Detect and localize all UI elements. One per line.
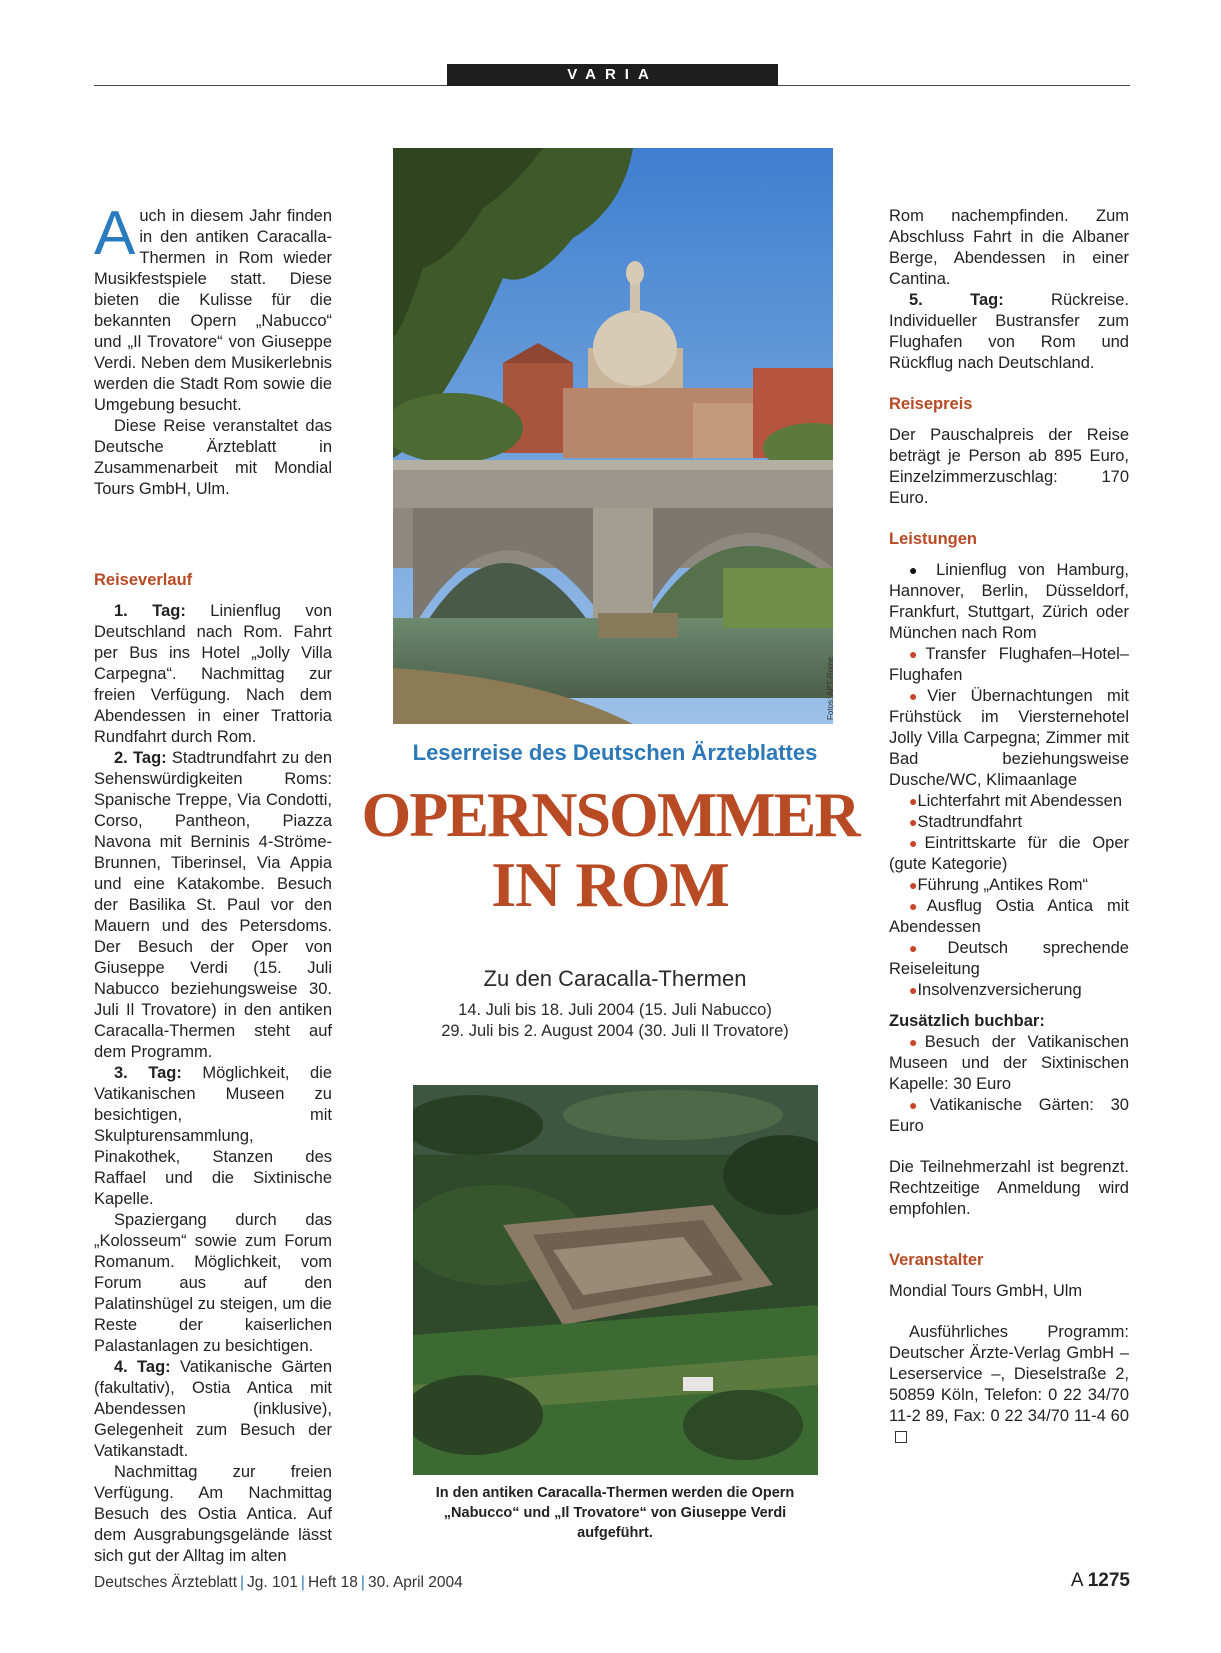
- day-5: [889, 290, 1129, 374]
- dates: [380, 1000, 850, 1042]
- day-1: [94, 601, 332, 748]
- bullet-icon: ●: [909, 835, 925, 851]
- issue-date: 30. April 2004: [367, 1574, 463, 1591]
- bullet-icon: ●: [909, 877, 918, 893]
- bullet-icon: ●: [909, 940, 948, 956]
- intro-paragraph-2: Diese Reise veranstaltet das Deutsche Ärzteblatt in Zusammenarbeit mit Mondial Tours GmbH, Ulm.: [94, 417, 332, 498]
- photo-caption: In den antiken Caracalla-Thermen werden die Opern „Nabucco“ und „Il Trovatore“ von Giuseppe Verdi aufgeführt.: [435, 1485, 795, 1541]
- itinerary-column: [94, 570, 332, 1567]
- services-heading: Leistungen: [889, 530, 978, 548]
- photo-rome-bridge: [393, 148, 833, 724]
- footer: Deutsches Ärzteblatt | Jg. 101 | Heft 18 | 30. April 2004: [94, 1574, 463, 1591]
- price-heading: Reisepreis: [889, 395, 973, 413]
- bullet-icon: ●: [909, 898, 927, 914]
- date-line-2: 29. Juli bis 2. August 2004 (30. Juli Il Trovatore): [441, 1022, 789, 1040]
- section-label: VARIA: [447, 64, 778, 86]
- day-4-label: 4. Tag:: [114, 1358, 171, 1376]
- headline-line-2: IN ROM: [491, 849, 729, 920]
- day-4-text: Vatikanische Gärten (fakultativ), Ostia Antica mit Abendessen (inklusive), Gelegenheit zum Besuch der Vatikanstadt.: [94, 1358, 332, 1460]
- organizer-text: Mondial Tours GmbH, Ulm: [889, 1282, 1083, 1300]
- left-column: [94, 199, 332, 500]
- day-3-text: Möglichkeit, die Vatikanischen Museen zu besichtigen, mit Skulpturensammlung, Pinakothek, Stanzen des Raffael und die Sixtinische Kapelle.: [94, 1064, 333, 1208]
- intro-paragraph: uch in diesem Jahr finden in den antiken Caracalla-Thermen in Rom wieder Musikfestspiele statt. Diese bieten die Kulisse für die bekannten Opern „Nabucco“ und „Il Trovatore“ von Giuseppe Verdi. Neben dem Musikerlebnis werden die Stadt Rom sowie die Umgebung besucht.: [94, 207, 332, 414]
- day-1-text: Linienflug von Deutschland nach Rom. Fahrt per Bus ins Hotel „Jolly Villa Carpegna“. Nachmittag zur freien Verfügung. Nach dem Abendessen in einer Trattoria Rundfahrt durch Rom.: [94, 602, 332, 746]
- service-item: ●Vier Übernachtungen mit Frühstück im Viersternehotel Jolly Villa Carpegna; Zimmer mit Bad beziehungsweise Dusche/WC, Klimaanlage: [889, 687, 1129, 789]
- bullet-icon: ●: [909, 1034, 925, 1050]
- photo-caracalla-thermen: [413, 1085, 818, 1475]
- itinerary-heading: Reiseverlauf: [94, 571, 193, 589]
- service-item: ● Linienflug von Hamburg, Hannover, Berlin, Düsseldorf, Frankfurt, Stuttgart, Zürich oder München nach Rom: [889, 561, 1129, 642]
- date-line-1: 14. Juli bis 18. Juli 2004 (15. Juli Nabucco): [458, 1001, 772, 1019]
- day-3-paragraph-2: Spaziergang durch das „Kolosseum“ sowie zum Forum Romanum. Möglichkeit, vom Forum aus auf den Palatinshügel zu steigen, um die Reste der kaiserlichen Palastanlagen zu besichtigen.: [94, 1211, 332, 1355]
- kicker: Leserreise des Deutschen Ärzteblattes: [412, 740, 818, 765]
- organizer-heading: Veranstalter: [889, 1251, 984, 1269]
- end-mark-icon: [895, 1431, 907, 1443]
- service-item: ●Stadtrundfahrt: [909, 813, 1023, 831]
- day-2: [94, 748, 332, 1063]
- bullet-icon: ●: [909, 688, 928, 704]
- services-list: [889, 560, 1129, 1001]
- program-info: Ausführliches Programm: Deutscher Ärzte-Verlag GmbH – Leserservice –, Dieselstraße 2, 50859 Köln, Telefon: 0 22 34/70 11-2 89, Fax: 0 22 34/70 11-4 60: [889, 1322, 1129, 1448]
- drop-cap: A: [94, 199, 136, 268]
- subtitle: Zu den Caracalla-Thermen: [483, 966, 747, 991]
- day-2-text: Stadtrundfahrt zu den Sehenswürdigkeiten Roms: Spanische Treppe, Via Condotti, Corso, Pantheon, Piazza Navona mit Berninis 4-Ströme-Brunnen, Tiberinsel, Via Appia und eine Katakombe. Besuch der Basilika St. Paul vor den Mauern und des Petersdoms. Der Besuch der Oper von Giuseppe Verdi (15. Juli Nabucco beziehungsweise 30. Juli Il Trovatore) in den antiken Caracalla-Thermen steht auf dem Programm.: [94, 749, 332, 1061]
- day-5-label: 5. Tag:: [909, 291, 1004, 309]
- service-item: ●Transfer Flughafen–Hotel–Flughafen: [889, 645, 1129, 684]
- bullet-icon: ●: [909, 814, 918, 830]
- bullet-icon: ●: [909, 982, 918, 998]
- day-5-text: Rückreise. Individueller Bustransfer zum Flughafen von Rom und Rückflug nach Deutschland.: [889, 291, 1130, 372]
- day-2-label: 2. Tag:: [114, 749, 167, 767]
- issue: Heft 18: [307, 1574, 358, 1591]
- right-column: [889, 206, 1129, 1448]
- day-3: [94, 1063, 332, 1210]
- volume: Jg. 101: [247, 1574, 298, 1591]
- extras-list: [889, 1032, 1129, 1137]
- journal-name: Deutsches Ärzteblatt: [94, 1574, 238, 1591]
- service-item: ●Ausflug Ostia Antica mit Abendessen: [889, 897, 1129, 936]
- headline: [360, 780, 860, 920]
- day-4: [94, 1357, 332, 1462]
- headline-line-1: OPERNSOMMER: [361, 779, 859, 850]
- itinerary-continuation: Rom nachempfinden. Zum Abschluss Fahrt in die Albaner Berge, Abendessen in einer Cantina.: [889, 207, 1129, 288]
- photo-credit: Fotos: APT-Rome: [826, 656, 835, 720]
- extras-heading: Zusätzlich buchbar:: [889, 1012, 1045, 1030]
- bullet-icon: ●: [909, 793, 918, 809]
- bullet-icon: ●: [909, 562, 925, 578]
- bullet-icon: ●: [909, 646, 926, 662]
- day-3-label: 3. Tag:: [114, 1064, 182, 1082]
- participants-note: Die Teilnehmerzahl ist begrenzt. Rechtzeitige Anmeldung wird empfohlen.: [889, 1158, 1129, 1218]
- service-item: ●Eintrittskarte für die Oper (gute Kategorie): [889, 834, 1129, 873]
- page-number: A 1275: [1070, 1570, 1130, 1591]
- service-item: ●Führung „Antikes Rom“: [909, 876, 1089, 894]
- extra-item: ●Besuch der Vatikanischen Museen und der Sixtinischen Kapelle: 30 Euro: [889, 1033, 1129, 1093]
- price-text: Der Pauschalpreis der Reise beträgt je Person ab 895 Euro, Einzelzimmerzuschlag: 170 Euro.: [889, 426, 1129, 507]
- bullet-icon: ●: [909, 1097, 930, 1113]
- day-4-paragraph-2: Nachmittag zur freien Verfügung. Am Nachmittag Besuch des Ostia Antica. Auf dem Ausgrabungsgelände lässt sich gut der Alltag im alten: [94, 1463, 332, 1565]
- service-item: ●Lichterfahrt mit Abendessen: [909, 792, 1123, 810]
- day-1-label: 1. Tag:: [114, 602, 186, 620]
- service-item: ●Deutsch sprechende Reiseleitung: [889, 939, 1129, 978]
- extra-item: ●Vatikanische Gärten: 30 Euro: [889, 1096, 1129, 1135]
- service-item: ●Insolvenzversicherung: [909, 981, 1082, 999]
